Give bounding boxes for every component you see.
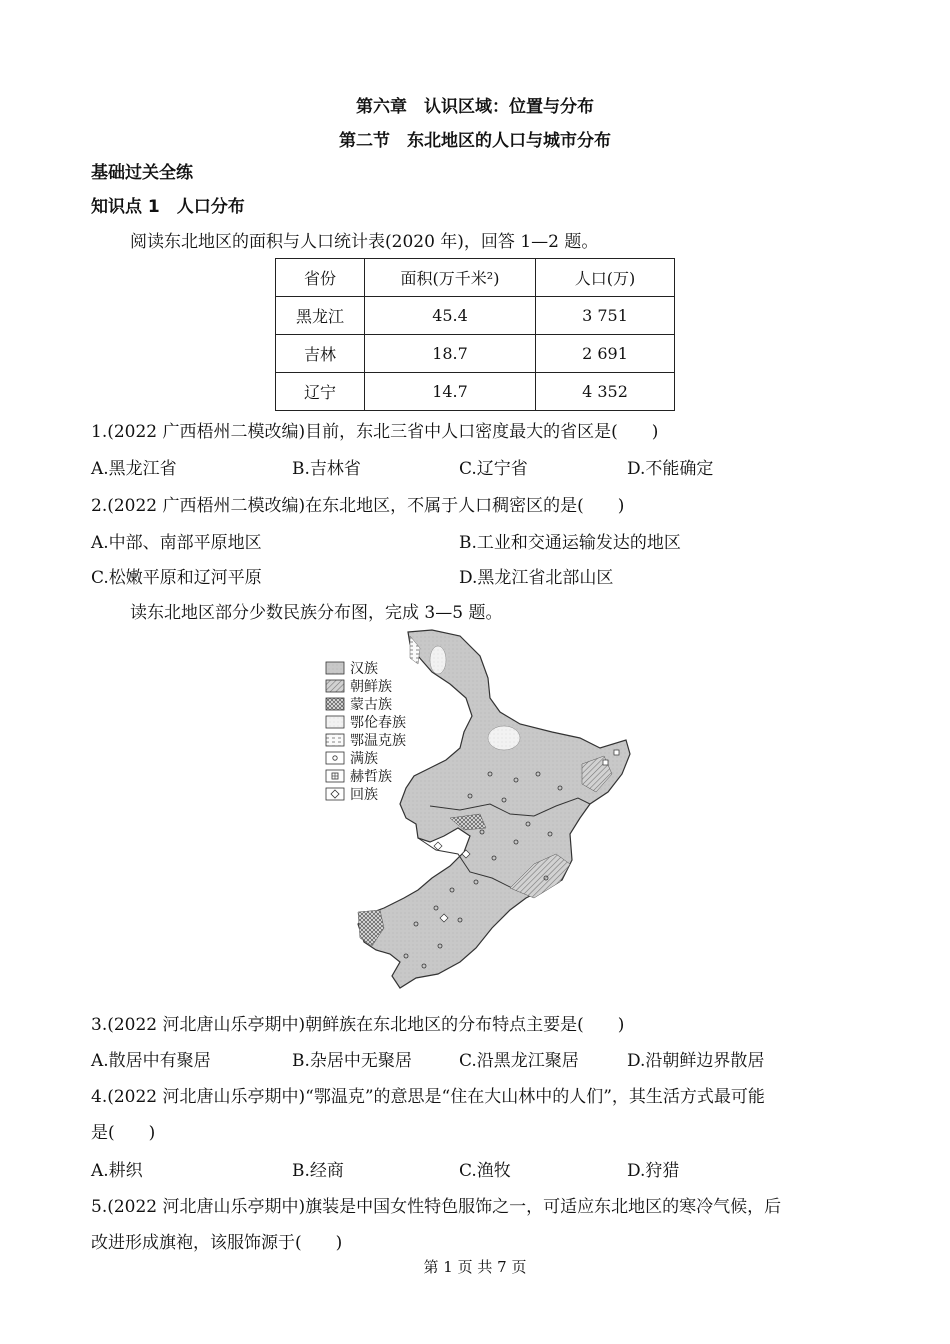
legend-label-han: 汉族 xyxy=(350,661,378,677)
legend-label-hui: 回族 xyxy=(350,787,378,803)
question-3-option-d: D.沿朝鲜边界散居 xyxy=(627,1051,765,1071)
question-3-option-a: A.散居中有聚居 xyxy=(91,1051,211,1071)
ethnic-distribution-map xyxy=(320,628,640,996)
question-1-stem: 1.(2022 广西梧州二模改编)目前，东北三省中人口密度最大的省区是( ) xyxy=(91,422,659,442)
question-3-stem: 3.(2022 河北唐山乐亭期中)朝鲜族在东北地区的分布特点主要是( ) xyxy=(91,1015,625,1035)
question-2-stem: 2.(2022 广西梧州二模改编)在东北地区，不属于人口稠密区的是( ) xyxy=(91,496,625,516)
question-4-option-d: D.狩猎 xyxy=(627,1161,680,1181)
question-2-option-a: A.中部、南部平原地区 xyxy=(91,533,262,553)
table-cell: 4 352 xyxy=(536,373,675,411)
question-2-option-c: C.松嫩平原和辽河平原 xyxy=(91,568,262,588)
legend-label-korean: 朝鲜族 xyxy=(350,679,392,695)
question-4-option-b: B.经商 xyxy=(292,1161,344,1181)
page-footer: 第 1 页 共 7 页 xyxy=(423,1258,527,1276)
question-3-option-b: B.杂居中无聚居 xyxy=(292,1051,412,1071)
question-1-option-d: D.不能确定 xyxy=(627,459,714,479)
legend-label-manchu: 满族 xyxy=(350,751,378,767)
question-4-option-a: A.耕织 xyxy=(91,1161,143,1181)
table-row xyxy=(276,373,675,411)
question-5-stem-line-2: 改进形成旗袍，该服饰源于( ) xyxy=(91,1233,343,1253)
table-header-cell: 面积(万千米²) xyxy=(365,259,536,297)
legend-label-ewenki: 鄂温克族 xyxy=(350,733,406,749)
question-3-option-c: C.沿黑龙江聚居 xyxy=(459,1051,579,1071)
stats-table xyxy=(275,258,675,411)
table-cell: 45.4 xyxy=(365,297,536,335)
legend-label-orochen: 鄂伦春族 xyxy=(350,715,406,731)
question-4-stem-line-2: 是( ) xyxy=(91,1123,156,1143)
table-cell: 14.7 xyxy=(365,373,536,411)
northeast-region-shape xyxy=(358,630,630,988)
orochen-zone xyxy=(488,726,520,750)
table-header-row xyxy=(276,259,675,297)
question-1-option-a: A.黑龙江省 xyxy=(91,459,177,479)
table-cell: 2 691 xyxy=(536,335,675,373)
legend-label-hezhe: 赫哲族 xyxy=(350,769,392,785)
legend-label-mongol: 蒙古族 xyxy=(350,697,392,713)
question-1-option-b: B.吉林省 xyxy=(292,459,361,479)
question-5-stem-line-1: 5.(2022 河北唐山乐亭期中)旗装是中国女性特色服饰之一，可适应东北地区的寒冷气候，后 xyxy=(91,1197,782,1217)
table-row xyxy=(276,335,675,373)
table-cell: 黑龙江 xyxy=(276,297,365,335)
question-2-option-d: D.黑龙江省北部山区 xyxy=(459,568,614,588)
table-row xyxy=(276,297,675,335)
question-4-stem-line-1: 4.(2022 河北唐山乐亭期中)“鄂温克”的意思是“住在大山林中的人们”，其生活方式最可能 xyxy=(91,1087,765,1107)
table-cell: 吉林 xyxy=(276,335,365,373)
section-title: 第二节 东北地区的人口与城市分布 xyxy=(339,131,611,151)
question-4-option-c: C.渔牧 xyxy=(459,1161,511,1181)
question-2-option-b: B.工业和交通运输发达的地区 xyxy=(459,533,681,553)
intro-text-2: 读东北地区部分少数民族分布图，完成 3—5 题。 xyxy=(130,603,503,623)
table-cell: 辽宁 xyxy=(276,373,365,411)
knowledge-point-heading: 知识点 1 人口分布 xyxy=(91,197,245,217)
question-1-option-c: C.辽宁省 xyxy=(459,459,528,479)
table-cell: 18.7 xyxy=(365,335,536,373)
practice-heading: 基础过关全练 xyxy=(91,163,193,183)
map-legend xyxy=(326,662,344,800)
intro-text-1: 阅读东北地区的面积与人口统计表(2020 年)，回答 1—2 题。 xyxy=(130,232,599,252)
chapter-title: 第六章 认识区域：位置与分布 xyxy=(356,97,594,117)
table-header-cell: 省份 xyxy=(276,259,365,297)
table-header-cell: 人口(万) xyxy=(536,259,675,297)
table-cell: 3 751 xyxy=(536,297,675,335)
orochen-zone xyxy=(430,646,446,674)
